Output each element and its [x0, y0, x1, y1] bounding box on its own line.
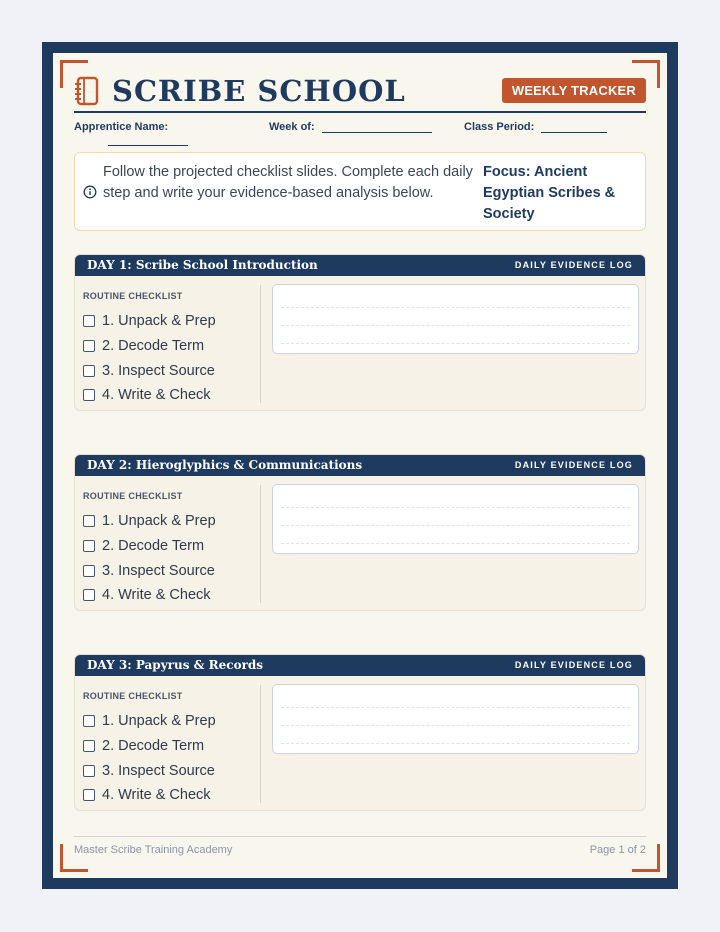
- day-3-checklist-label: ROUTINE CHECKLIST: [83, 691, 183, 701]
- day-3-divider: [260, 685, 261, 803]
- notebook-icon: [74, 76, 100, 106]
- class-period-field[interactable]: [464, 121, 607, 133]
- day-1-step-3[interactable]: [83, 358, 216, 383]
- day-3-card: [74, 654, 646, 811]
- checkbox[interactable]: [83, 765, 95, 777]
- weekly-tracker-badge: WEEKLY TRACKER: [502, 78, 646, 103]
- footer-page-number: Page 1 of 2: [589, 844, 646, 856]
- log-line: [281, 707, 630, 708]
- day-2-checklist-label: ROUTINE CHECKLIST: [83, 491, 183, 501]
- day-1-checklist: [83, 309, 216, 408]
- log-line: [281, 525, 630, 526]
- checkbox[interactable]: [83, 789, 95, 801]
- day-3-evidence-log[interactable]: [272, 684, 639, 754]
- instructions-box: [74, 152, 646, 231]
- checkbox[interactable]: [83, 540, 95, 552]
- checkbox[interactable]: [83, 315, 95, 327]
- checkbox[interactable]: [83, 715, 95, 727]
- week-of-field[interactable]: [269, 121, 432, 133]
- step-label: 3. Inspect Source: [102, 762, 215, 779]
- day-2-card: [74, 454, 646, 611]
- footer-academy: Master Scribe Training Academy: [74, 844, 233, 856]
- apprentice-name-label: Apprentice Name:: [74, 121, 169, 133]
- day-3-title: DAY 3: Papyrus & Records: [87, 658, 264, 672]
- log-line: [281, 725, 630, 726]
- day-2-log-label: DAILY EVIDENCE LOG: [514, 460, 633, 470]
- day-1-step-4[interactable]: [83, 383, 216, 408]
- day-2-step-1[interactable]: [83, 509, 216, 534]
- checkbox[interactable]: [83, 515, 95, 527]
- day-3-checklist: [83, 709, 216, 808]
- log-line: [281, 343, 630, 344]
- step-label: 1. Unpack & Prep: [102, 513, 216, 530]
- day-1-step-2[interactable]: [83, 334, 216, 359]
- log-line: [281, 325, 630, 326]
- worksheet-header: [74, 72, 646, 112]
- footer-divider: [74, 836, 646, 837]
- day-2-step-2[interactable]: [83, 534, 216, 559]
- day-3-header: [75, 655, 645, 676]
- apprentice-name-field[interactable]: [74, 121, 168, 133]
- header-divider: [74, 111, 646, 113]
- log-line: [281, 543, 630, 544]
- log-line: [281, 507, 630, 508]
- checkbox[interactable]: [83, 589, 95, 601]
- day-2-checklist: [83, 509, 216, 608]
- day-2-evidence-log[interactable]: [272, 484, 639, 554]
- step-label: 1. Unpack & Prep: [102, 713, 216, 730]
- step-label: 1. Unpack & Prep: [102, 313, 216, 330]
- step-label: 4. Write & Check: [102, 787, 211, 804]
- class-period-line[interactable]: [541, 122, 607, 133]
- day-1-divider: [260, 285, 261, 403]
- day-1-header: [75, 255, 645, 276]
- step-label: 4. Write & Check: [102, 387, 211, 404]
- day-1-title: DAY 1: Scribe School Introduction: [87, 258, 318, 272]
- day-2-divider: [260, 485, 261, 603]
- day-3-step-3[interactable]: [83, 758, 216, 783]
- step-label: 4. Write & Check: [102, 587, 211, 604]
- step-label: 2. Decode Term: [102, 738, 205, 755]
- day-1-step-1[interactable]: [83, 309, 216, 334]
- step-label: 2. Decode Term: [102, 338, 205, 355]
- log-line: [281, 743, 630, 744]
- day-2-header: [75, 455, 645, 476]
- day-3-step-4[interactable]: [83, 783, 216, 808]
- checkbox[interactable]: [83, 365, 95, 377]
- day-3-log-label: DAILY EVIDENCE LOG: [514, 660, 633, 670]
- step-label: 3. Inspect Source: [102, 362, 215, 379]
- checkbox[interactable]: [83, 340, 95, 352]
- day-1-checklist-label: ROUTINE CHECKLIST: [83, 291, 183, 301]
- day-2-step-3[interactable]: [83, 558, 216, 583]
- class-period-label: Class Period:: [464, 121, 535, 133]
- checkbox[interactable]: [83, 389, 95, 401]
- info-icon: [83, 185, 97, 199]
- step-label: 3. Inspect Source: [102, 562, 215, 579]
- checkbox[interactable]: [83, 565, 95, 577]
- focus-topic: Focus: Ancient Egyptian Scribes & Society: [483, 164, 616, 222]
- day-2-title: DAY 2: Hieroglyphics & Communications: [87, 458, 363, 472]
- day-1-log-label: DAILY EVIDENCE LOG: [514, 260, 633, 270]
- day-1-evidence-log[interactable]: [272, 284, 639, 354]
- checkbox[interactable]: [83, 740, 95, 752]
- instructions-text: Follow the projected checklist slides. Complete each daily step and write your evidence-based analysis below.: [103, 164, 473, 201]
- student-info-fields: [74, 121, 646, 147]
- week-of-line[interactable]: [322, 122, 432, 133]
- day-1-card: [74, 254, 646, 411]
- day-2-step-4[interactable]: [83, 583, 216, 608]
- day-3-step-1[interactable]: [83, 709, 216, 734]
- step-label: 2. Decode Term: [102, 538, 205, 555]
- week-of-label: Week of:: [269, 121, 315, 133]
- day-3-step-2[interactable]: [83, 734, 216, 759]
- log-line: [281, 307, 630, 308]
- apprentice-name-line[interactable]: [108, 145, 188, 146]
- page-title: SCRIBE SCHOOL: [112, 74, 406, 108]
